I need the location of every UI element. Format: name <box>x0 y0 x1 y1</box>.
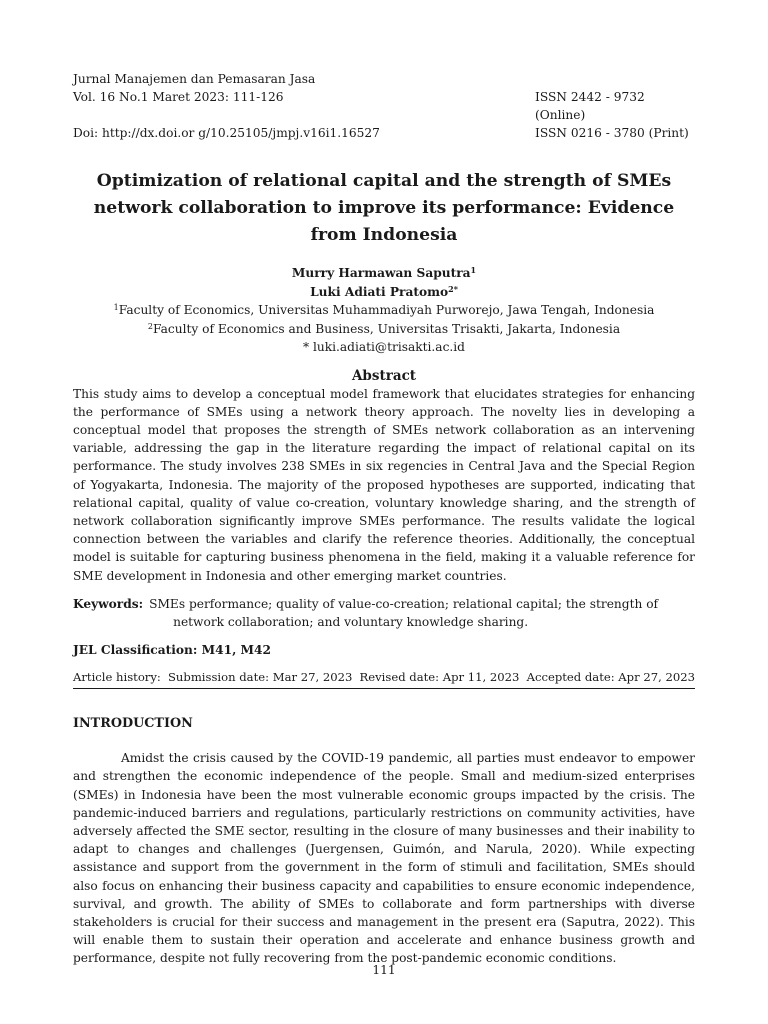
abstract-heading: Abstract <box>351 367 417 384</box>
journal-name: Jurnal Manajemen dan Pemasaran Jasa <box>73 72 316 86</box>
author-1: Murry Harmawan Saputra$^1$ <box>291 265 477 280</box>
article-history <box>73 668 695 689</box>
keywords-text: SMEs performance; quality of value-co-creation; relational capital; the strength of network collaboration; and voluntary knowledge sharing. <box>149 596 659 629</box>
affiliation-1: $^1$Faculty of Economics, Universitas Muhammadiyah Purworejo, Jawa Tengah, Indonesia <box>113 303 655 317</box>
page-number: 111 <box>372 963 396 977</box>
keywords <box>73 595 695 631</box>
keywords-label: Keywords: <box>73 596 144 611</box>
revised-date: Revised date: Apr 11, 2023 <box>359 670 520 685</box>
submission-date: Submission date: Mar 27, 2023 <box>167 670 353 685</box>
issn-online: ISSN 2442 - 9732 (Online) <box>535 90 645 122</box>
history-label: Article history: <box>73 670 161 685</box>
abstract-text: This study aims to develop a conceptual model framework that elucidates strategies for enhancing the performance of SMEs using a network theory approach. The novelty lies in developing a conceptual model that proposes the strength of SMEs network collaboration as an intervening variable, addressing the gap in the literature regarding the impact of relational capital on its performance. The study involves 238 SMEs in six regencies in Central Java and the Special Region of Yogyakarta, Indonesia. The majority of the proposed hypotheses are supported, indicating that relational capital, quality of value co-creation, voluntary knowledge sharing, and the strength of network collaboration significantly improve SMEs performance. The results validate the logical connection between the variables and clarify the reference theories. Additionally, the conceptual model is suitable for capturing business phenomena in the field, making it a valuable reference for SME development in Indonesia and other emerging market countries. <box>73 386 695 583</box>
paper-page <box>73 70 695 968</box>
author-2: Luki Adiati Pratomo$^{2*}$ <box>310 283 458 299</box>
accepted-date: Accepted date: Apr 27, 2023 <box>526 670 695 685</box>
introduction-text: Amidst the crisis caused by the COVID-19 pandemic, all parties must endeavor to empower and strengthen the economic independence of the people. Small and medium-sized enterprises (SMEs) in Indonesia have been the most vulnerable economic groups impacted by the crisis. The pandemic-induced barriers and regulations, particularly restrictions on community activities, have adversely affected the SME sector, resulting in the closure of many businesses and their inability to adapt to changes and challenges (Juergensen, Guimón, and Narula, 2020). While expecting assistance and support from the government in the form of stimuli and facilitation, SMEs should also focus on enhancing their business capacity and capabilities to ensure economic independence, survival, and growth. The ability of SMEs to collaborate and form partnerships with diverse stakeholders is crucial for their success and management in the present era (Saputra, 2022). This will enable them to sustain their operation and accelerate and enhance business growth and performance, despite not fully recovering from the post-pandemic economic conditions. <box>73 751 695 966</box>
corresponding-email[interactable]: * luki.adiati@trisakti.ac.id <box>303 340 465 354</box>
journal-header <box>73 70 695 142</box>
doi-link[interactable]: Doi: http://dx.doi.or g/10.25105/jmpj.v16i1.16527 <box>73 126 380 140</box>
author-2-mark: 2* <box>448 283 458 294</box>
author-block <box>73 264 695 357</box>
jel-classification: JEL Classification: M41, M42 <box>73 643 272 658</box>
introduction-heading: INTRODUCTION <box>73 716 193 732</box>
issn-print: ISSN 0216 - 3780 (Print) <box>535 126 689 140</box>
paper-title: Optimization of relational capital and the strength of SMEs network collaboration to improve its performance: Evidence from Indonesia <box>93 171 675 245</box>
volume-info: Vol. 16 No.1 Maret 2023: 111-126 <box>73 90 284 104</box>
author-1-mark: 1 <box>470 265 477 275</box>
affiliation-2: $^2$Faculty of Economics and Business, Universitas Trisakti, Jakarta, Indonesia <box>147 321 621 336</box>
